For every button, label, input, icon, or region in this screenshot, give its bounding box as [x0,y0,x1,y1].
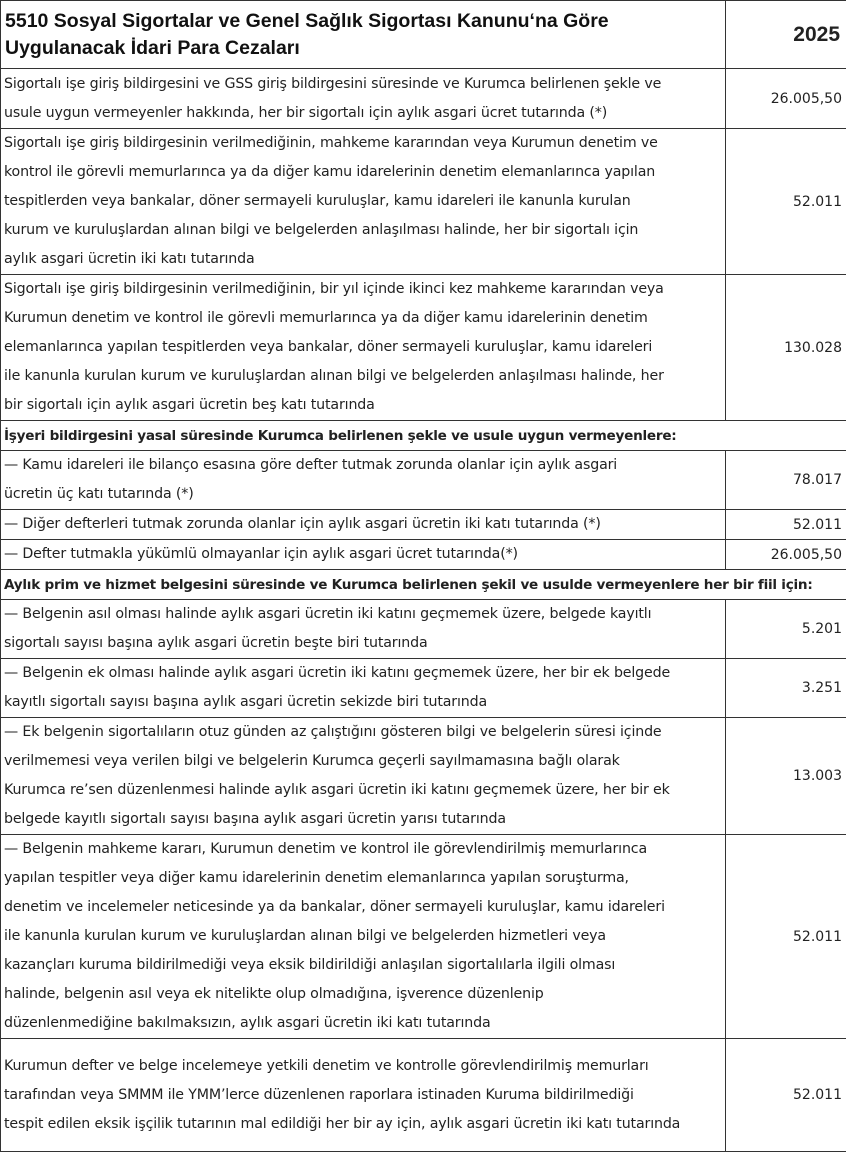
table-row [1,451,846,510]
row-description: — Diğer defterleri tutmak zorunda olanlar için aylık asgari ücretin iki katı tutarında (*) [1,510,726,540]
table-row [1,835,846,1039]
table-row [1,69,846,129]
row-description: — Belgenin ek olması halinde aylık asgari ücretin iki katını geçmemek üzere, her bir ek belgede kayıtlı sigortalı sayısı başına aylık asgari ücretin sekizde biri tutarında [1,659,726,718]
row-description: — Kamu idareleri ile bilanço esasına göre defter tutmak zorunda olanlar için aylık asgari ücretin üç katı tutarında (*) [1,451,726,510]
table-row [1,718,846,835]
section-heading-row [1,570,846,600]
table-row [1,540,846,570]
row-description: Sigortalı işe giriş bildirgesini ve GSS giriş bildirgesini süresinde ve Kurumca belirlenen şekle ve usule uygun vermeyenler hakkında, her bir sigortalı için aylık asgari ücret tutarında (*) [1,69,726,129]
row-amount: 52.011 [726,510,846,540]
row-description: Kurumun defter ve belge incelemeye yetkili denetim ve kontrolle görevlendirilmiş memurları tarafından veya SMMM ile YMM’lerce düzenlenen raporlara istinaden Kuruma bildirilmediği tespit edilen eksik işçilik tutarının mal edildiği her bir ay için, aylık asgari ücretin iki katı tutarında [1,1039,726,1152]
row-description: — Belgenin mahkeme kararı, Kurumun denetim ve kontrol ile görevlendirilmiş memurlarınca yapılan tespitler veya diğer kamu idarelerinin denetim elemanlarınca yapılan soruşturma, denetim ve incelemeler neticesinde ya da bankalar, döner sermayeli kuruluşlar, kamu idareleri ile kanunla kurulan kurum ve kuruluşlardan alınan bilgi ve belgelerden hizmetleri veya kazançları kuruma bildirilmediği veya eksik bildirildiği anlaşılan sigortalılarla ilgili olması halinde, belgenin asıl veya ek nitelikte olup olmadığına, işverence düzenlenip düzenlenmediğine bakılmaksızın, aylık asgari ücretin iki katı tutarında [1,835,726,1039]
title-line-1: 5510 Sosyal Sigortalar ve Genel Sağlık Sigortası Kanunu‘na Göre [5,8,721,35]
row-amount: 26.005,50 [726,540,846,570]
header-row [1,1,846,69]
table-row [1,659,846,718]
row-description: — Belgenin asıl olması halinde aylık asgari ücretin iki katını geçmemek üzere, belgede kayıtlı sigortalı sayısı başına aylık asgari ücretin beşte biri tutarında [1,600,726,659]
row-amount: 52.011 [726,129,846,275]
row-description: — Defter tutmakla yükümlü olmayanlar için aylık asgari ücret tutarında(*) [1,540,726,570]
row-amount: 78.017 [726,451,846,510]
table-row [1,275,846,421]
row-amount: 52.011 [726,835,846,1039]
section-heading: İşyeri bildirgesini yasal süresinde Kurumca belirlenen şekle ve usule uygun vermeyenlere: [1,421,846,451]
table-row [1,1039,846,1152]
row-amount: 130.028 [726,275,846,421]
row-amount: 13.003 [726,718,846,835]
table-row [1,129,846,275]
row-description: — Ek belgenin sigortalıların otuz günden az çalıştığını gösteren bilgi ve belgelerin süresi içinde verilmemesi veya verilen bilgi ve belgelerin Kurumca geçerli sayılmamasına bağlı olarak Kurumca re’sen düzenlenmesi halinde aylık asgari ücretin iki katını geçmemek üzere, her bir ek belgede kayıtlı sigortalı sayısı başına aylık asgari ücretin yarısı tutarında [1,718,726,835]
row-amount: 52.011 [726,1039,846,1152]
section-heading: Aylık prim ve hizmet belgesini süresinde ve Kurumca belirlenen şekil ve usulde vermeyenlere her bir fiil için: [1,570,846,600]
row-description: Sigortalı işe giriş bildirgesinin verilmediğinin, mahkeme kararından veya Kurumun denetim ve kontrol ile görevli memurlarınca ya da diğer kamu idarelerinin denetim elemanlarınca yapılan tespitlerden veya bankalar, döner sermayeli kuruluşlar, kamu idareleri ile kanunla kurulan kurum ve kuruluşlardan alınan bilgi ve belgelerden anlaşılması halinde, her bir sigortalı için aylık asgari ücretin iki katı tutarında [1,129,726,275]
row-amount: 3.251 [726,659,846,718]
year-header: 2025 [726,1,846,69]
title-line-2: Uygulanacak İdari Para Cezaları [5,35,721,62]
page-title [1,1,726,69]
row-amount: 5.201 [726,600,846,659]
table-row [1,600,846,659]
row-amount: 26.005,50 [726,69,846,129]
section-heading-row [1,421,846,451]
row-description: Sigortalı işe giriş bildirgesinin verilmediğinin, bir yıl içinde ikinci kez mahkeme kararından veya Kurumun denetim ve kontrol ile görevli memurlarınca ya da diğer kamu idarelerinin denetim elemanlarınca yapılan tespitlerden veya bankalar, döner sermayeli kuruluşlar, kamu idareleri ile kanunla kurulan kurum ve kuruluşlardan alınan bilgi ve belgelerden anlaşılması halinde, her bir sigortalı için aylık asgari ücretin beş katı tutarında [1,275,726,421]
table-row [1,510,846,540]
